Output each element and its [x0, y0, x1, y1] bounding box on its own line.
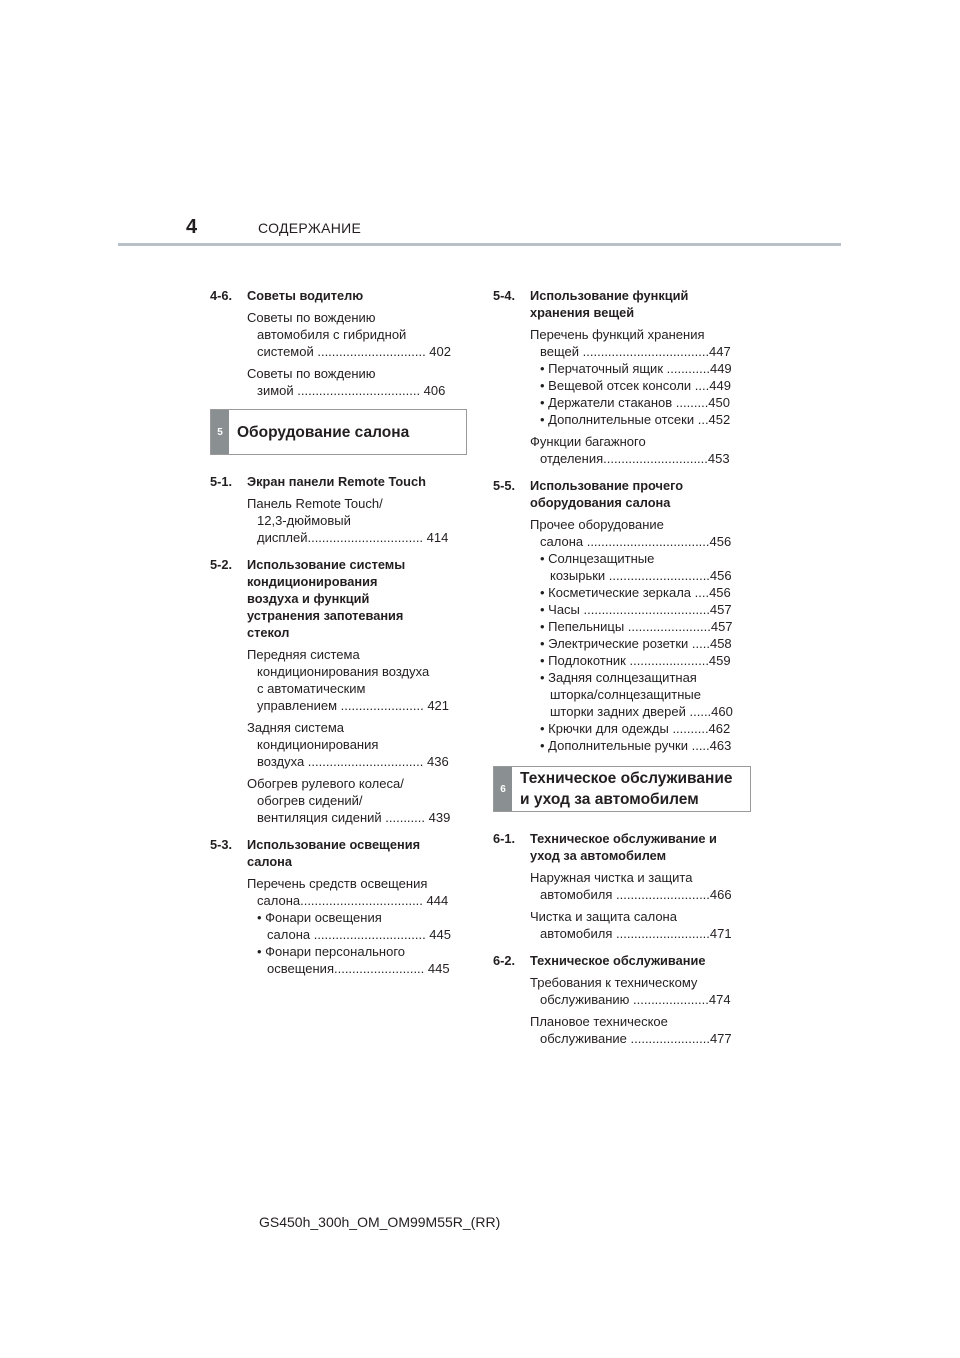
toc-entry[interactable]: [247, 775, 467, 826]
toc-entry-line: вентиляция сидений ........... 439: [257, 810, 451, 825]
section-title-line: стекол: [247, 625, 290, 640]
toc-section-6-1: [493, 830, 751, 942]
toc-entry-line: Обогрев рулевого колеса/: [247, 776, 404, 791]
chapter-number-tab: 5: [211, 410, 229, 454]
toc-entry-line: Советы по вождению: [247, 366, 376, 381]
toc-subentry[interactable]: [540, 550, 751, 584]
toc-subentry[interactable]: [540, 601, 751, 618]
toc-entry-line: Наружная чистка и защита: [530, 870, 693, 885]
toc-entry-line: освещения......................... 445: [267, 961, 450, 976]
section-number: 5-4.: [493, 288, 516, 303]
toc-entry-line: шторка/солнцезащитные: [550, 687, 701, 702]
toc-entry-line: 12,3-дюймовый: [257, 513, 351, 528]
toc-subentry[interactable]: [540, 737, 751, 754]
chapter-title-line: Техническое обслуживание: [520, 770, 733, 787]
section-title: Советы водителю: [247, 288, 364, 303]
toc-subentry[interactable]: [540, 720, 751, 737]
section-title: [247, 556, 467, 641]
toc-entry[interactable]: [247, 719, 467, 770]
toc-section-5-3: [210, 836, 467, 977]
section-number: 5-2.: [210, 557, 233, 572]
toc-entry[interactable]: [530, 326, 751, 360]
toc-entry-line: • Фонари персонального: [257, 944, 406, 959]
toc-entry-line: кондиционирования воздуха: [257, 664, 430, 679]
toc-entry[interactable]: [530, 516, 751, 550]
section-title: [530, 477, 751, 511]
toc-entry-line: зимой .................................. 406: [257, 383, 446, 398]
toc-entry-line: обслуживание ......................477: [540, 1031, 732, 1046]
toc-entry[interactable]: [530, 974, 751, 1008]
section-number: 5-1.: [210, 474, 233, 489]
toc-entry-line: • Часы ...................................457: [540, 602, 732, 617]
toc-entry-line: автомобиля с гибридной: [257, 327, 407, 342]
toc-section-5-5: [493, 477, 751, 754]
toc-subentry[interactable]: [540, 360, 751, 377]
toc-entry-line: Задняя система: [247, 720, 345, 735]
section-title-line: Использование освещения: [247, 837, 421, 852]
section-number: 5-3.: [210, 837, 233, 852]
toc-entry-line: Панель Remote Touch/: [247, 496, 383, 511]
toc-entry-line: Перечень функций хранения: [530, 327, 705, 342]
page-header: [0, 0, 960, 250]
toc-entry-line: дисплей................................ 414: [257, 530, 449, 545]
toc-entry-line: воздуха ................................ 436: [257, 754, 449, 769]
section-title-line: Использование функций: [530, 288, 689, 303]
toc-section-4-6: [210, 287, 467, 399]
toc-entry-line: • Вещевой отсек консоли ....449: [540, 378, 731, 393]
chapter-title: Оборудование салона: [237, 423, 410, 441]
toc-entry-line: Прочее оборудование: [530, 517, 664, 532]
chapter-number-tab: 6: [494, 767, 512, 811]
section-title-line: хранения вещей: [530, 305, 635, 320]
toc-entry-line: Перечень средств освещения: [247, 876, 428, 891]
section-title-line: уход за автомобилем: [530, 848, 667, 863]
toc-entry-line: козырьки ............................456: [550, 568, 732, 583]
chapter-5-banner[interactable]: [210, 409, 467, 455]
toc-entry-line: салона ............................... 445: [267, 927, 451, 942]
toc-entry-line: с автоматическим: [257, 681, 366, 696]
section-title-line: Использование прочего: [530, 478, 684, 493]
toc-entry[interactable]: [247, 875, 467, 909]
chapter-title-line: и уход за автомобилем: [520, 791, 699, 808]
toc-entry-line: • Держатели стаканов .........450: [540, 395, 730, 410]
section-number: 4-6.: [210, 288, 233, 303]
section-number: 6-2.: [493, 953, 516, 968]
toc-entry-line: управлением ....................... 421: [257, 698, 450, 713]
toc-entry-line: отделения.............................453: [540, 451, 730, 466]
toc-entry-line: автомобиля ..........................471: [540, 926, 732, 941]
section-title: Экран панели Remote Touch: [247, 474, 426, 489]
section-number: 5-5.: [493, 478, 516, 493]
toc-entry[interactable]: [247, 309, 467, 360]
toc-entry-line: • Электрические розетки .....458: [540, 636, 732, 651]
toc-entry-line: Советы по вождению: [247, 310, 376, 325]
toc-left-column: [210, 287, 467, 987]
chapter-6-banner[interactable]: [493, 766, 751, 812]
section-title-line: Использование системы: [247, 557, 406, 572]
toc-right-column: [493, 287, 751, 1057]
toc-section-6-2: [493, 952, 751, 1047]
toc-entry-line: Требования к техническому: [530, 975, 698, 990]
section-title: Техническое обслуживание: [530, 953, 706, 968]
section-title-line: устранения запотевания: [247, 608, 404, 623]
toc-subentry[interactable]: [540, 652, 751, 669]
section-title: [247, 836, 467, 870]
toc-entry-line: Функции багажного: [530, 434, 646, 449]
toc-entry-line: системой .............................. 402: [257, 344, 451, 359]
toc-section-5-2: [210, 556, 467, 826]
section-title: [530, 287, 751, 321]
chapter-title: [512, 767, 750, 811]
toc-entry-line: шторки задних дверей ......460: [550, 704, 733, 719]
toc-entry-line: Плановое техническое: [530, 1014, 668, 1029]
toc-entry-line: • Фонари освещения: [257, 910, 382, 925]
toc-subentry[interactable]: [540, 618, 751, 635]
toc-entry[interactable]: [247, 646, 467, 714]
toc-subentry[interactable]: [540, 411, 751, 428]
toc-subentry[interactable]: [540, 394, 751, 411]
section-title-line: салона: [247, 854, 293, 869]
toc-entry-line: • Дополнительные отсеки ...452: [540, 412, 731, 427]
toc-entry-line: Чистка и защита салона: [530, 909, 677, 924]
section-title-line: оборудования салона: [530, 495, 671, 510]
toc-entry-line: автомобиля ..........................466: [540, 887, 732, 902]
toc-subentry[interactable]: [540, 669, 751, 720]
section-title-line: Техническое обслуживание и: [530, 831, 717, 846]
page-title: СОДЕРЖАНИЕ: [258, 220, 362, 236]
toc-entry-line: • Дополнительные ручки .....463: [540, 738, 732, 753]
page-number: 4: [186, 216, 198, 238]
toc-entry-line: • Перчаточный ящик ............449: [540, 361, 732, 376]
toc-entry-line: вещей ...................................447: [540, 344, 731, 359]
toc-entry-line: • Крючки для одежды ..........462: [540, 721, 731, 736]
document-code: GS450h_300h_OM_OM99M55R_(RR): [259, 1214, 501, 1230]
toc-entry[interactable]: [530, 869, 751, 903]
toc-entry-line: салона.................................. 444: [257, 893, 449, 908]
toc-entry-line: • Подлокотник ......................459: [540, 653, 731, 668]
section-title-line: воздуха и функций: [247, 591, 370, 606]
toc-entry[interactable]: [530, 433, 751, 467]
section-number: 6-1.: [493, 831, 516, 846]
toc-entry-line: обогрев сидений/: [257, 793, 363, 808]
toc-section-5-4: [493, 287, 751, 467]
toc-subentry[interactable]: [540, 377, 751, 394]
toc-section-5-1: [210, 473, 467, 546]
toc-subentry[interactable]: [257, 909, 467, 943]
toc-entry[interactable]: [530, 908, 751, 942]
toc-entry[interactable]: [530, 1013, 751, 1047]
section-title-line: кондиционирования: [247, 574, 378, 589]
toc-subentry[interactable]: [257, 943, 467, 977]
toc-entry[interactable]: [247, 495, 467, 546]
toc-subentry[interactable]: [540, 584, 751, 601]
toc-entry-line: кондиционирования: [257, 737, 379, 752]
toc-entry-line: Передняя система: [247, 647, 360, 662]
toc-entry-line: • Пепельницы .......................457: [540, 619, 733, 634]
toc-entry-line: • Задняя солнцезащитная: [540, 670, 697, 685]
header-divider: [118, 243, 841, 246]
toc-entry-line: обслуживанию .....................474: [540, 992, 731, 1007]
section-title: [530, 830, 751, 864]
toc-subentry[interactable]: [540, 635, 751, 652]
toc-entry[interactable]: [247, 365, 467, 399]
toc-entry-line: • Солнцезащитные: [540, 551, 655, 566]
toc-entry-line: салона ..................................456: [540, 534, 732, 549]
toc-entry-line: • Косметические зеркала ....456: [540, 585, 731, 600]
